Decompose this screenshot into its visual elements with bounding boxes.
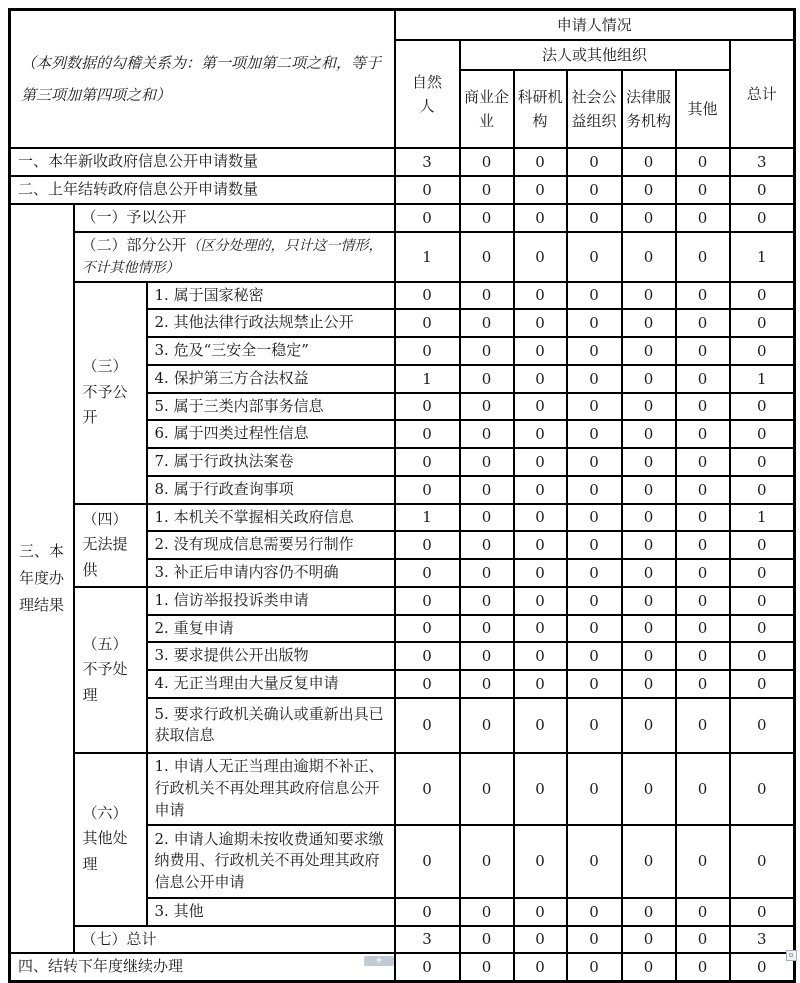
data-cell: 0: [514, 615, 567, 643]
data-cell: 0: [567, 670, 622, 698]
data-cell: 0: [460, 615, 514, 643]
data-cell: 0: [460, 420, 514, 448]
data-cell: 0: [514, 448, 567, 476]
header-legal-org: 法人或其他组织: [460, 40, 730, 70]
row-label: 1. 本机关不掌握相关政府信息: [147, 504, 395, 532]
data-cell: 0: [676, 204, 730, 232]
data-cell: 0: [514, 232, 567, 282]
data-cell: 0: [730, 531, 795, 559]
data-cell: 0: [622, 504, 676, 532]
data-cell: 0: [460, 476, 514, 504]
row-label: 1. 属于国家秘密: [147, 282, 395, 310]
data-cell: 0: [514, 365, 567, 393]
header-social-welfare-org: 社会公益组织: [567, 70, 622, 148]
data-cell: 0: [676, 587, 730, 615]
data-cell: 1: [730, 232, 795, 282]
data-cell: 0: [567, 337, 622, 365]
data-cell: 0: [460, 587, 514, 615]
group-label-other-handling: （六）其他处理: [74, 753, 147, 926]
data-cell: 0: [730, 825, 795, 898]
row-label: 3. 补正后申请内容仍不明确: [147, 559, 395, 587]
data-cell: 0: [676, 448, 730, 476]
data-cell: 0: [730, 448, 795, 476]
data-cell: 0: [567, 898, 622, 926]
data-cell: 0: [730, 476, 795, 504]
data-cell: 0: [622, 476, 676, 504]
data-cell: 0: [622, 232, 676, 282]
data-cell: 0: [514, 476, 567, 504]
paste-options-inner-icon: [789, 953, 793, 957]
data-cell: 0: [676, 615, 730, 643]
data-cell: 0: [514, 898, 567, 926]
section-label-results: 三、本年度办理结果: [10, 204, 74, 953]
data-cell: 0: [730, 698, 795, 753]
data-cell: 0: [514, 926, 567, 954]
data-cell: 0: [567, 148, 622, 176]
data-cell: 0: [730, 953, 795, 981]
row-label-text: （二）部分公开: [81, 236, 187, 254]
data-cell: 0: [395, 953, 460, 981]
data-cell: 0: [567, 926, 622, 954]
data-cell: 0: [676, 337, 730, 365]
data-cell: 1: [395, 232, 460, 282]
reconciliation-note: （本列数据的勾稽关系为：第一项加第二项之和，等于第三项加第四项之和）: [10, 10, 395, 149]
row-label: 6. 属于四类过程性信息: [147, 420, 395, 448]
data-cell: 0: [514, 559, 567, 587]
data-cell: 0: [395, 615, 460, 643]
data-cell: 0: [730, 204, 795, 232]
data-cell: 0: [676, 504, 730, 532]
data-cell: 0: [567, 559, 622, 587]
table-row: [10, 176, 795, 204]
data-cell: 0: [514, 204, 567, 232]
table-row: [10, 10, 795, 41]
data-cell: 0: [676, 309, 730, 337]
data-cell: 0: [514, 309, 567, 337]
data-cell: 0: [395, 204, 460, 232]
data-cell: 0: [730, 309, 795, 337]
data-cell: 0: [622, 309, 676, 337]
row-label: 5. 要求行政机关确认或重新出具已获取信息: [147, 698, 395, 753]
data-cell: 0: [622, 642, 676, 670]
data-cell: 0: [395, 898, 460, 926]
data-cell: 0: [514, 953, 567, 981]
data-cell: 0: [395, 642, 460, 670]
table-row: [10, 282, 795, 310]
data-cell: 0: [460, 393, 514, 421]
data-cell: 0: [567, 615, 622, 643]
header-commercial-enterprise: 商业企业: [460, 70, 514, 148]
data-cell: 0: [395, 282, 460, 310]
row-label: 一、本年新收政府信息公开申请数量: [10, 148, 395, 176]
data-cell: 3: [730, 926, 795, 954]
data-cell: 0: [622, 337, 676, 365]
data-cell: 0: [460, 753, 514, 825]
data-cell: 0: [567, 953, 622, 981]
data-cell: 0: [395, 337, 460, 365]
data-cell: 0: [676, 670, 730, 698]
data-cell: 0: [622, 448, 676, 476]
data-cell: 0: [622, 698, 676, 753]
row-label: 1. 申请人无正当理由逾期不补正、行政机关不再处理其政府信息公开申请: [147, 753, 395, 825]
data-cell: 0: [460, 531, 514, 559]
data-cell: 0: [622, 898, 676, 926]
data-cell: 0: [730, 753, 795, 825]
row-label: 3. 其他: [147, 898, 395, 926]
data-cell: 0: [514, 698, 567, 753]
header-total: 总计: [730, 40, 795, 148]
data-cell: 0: [460, 232, 514, 282]
data-cell: 0: [622, 587, 676, 615]
row-label: 2. 其他法律行政法规禁止公开: [147, 309, 395, 337]
data-cell: 1: [395, 504, 460, 532]
data-cell: 0: [395, 587, 460, 615]
data-cell: 0: [676, 365, 730, 393]
data-cell: 0: [395, 670, 460, 698]
disclosure-requests-table: [8, 8, 796, 983]
row-label: [74, 232, 395, 282]
data-cell: 0: [567, 176, 622, 204]
data-cell: 0: [395, 448, 460, 476]
data-cell: 0: [730, 587, 795, 615]
data-cell: 3: [395, 926, 460, 954]
row-label: 2. 没有现成信息需要另行制作: [147, 531, 395, 559]
data-cell: 0: [514, 393, 567, 421]
data-cell: 0: [460, 698, 514, 753]
row-label-note: （区分处理的，只计这一情形，不计其他情形）: [81, 238, 383, 276]
data-cell: 3: [730, 148, 795, 176]
row-label: （一）予以公开: [74, 204, 395, 232]
data-cell: 0: [514, 670, 567, 698]
data-cell: 0: [567, 476, 622, 504]
data-cell: 0: [460, 898, 514, 926]
data-cell: 0: [730, 337, 795, 365]
data-cell: 0: [622, 148, 676, 176]
data-cell: 0: [622, 282, 676, 310]
row-label: 3. 危及“三安全一稳定”: [147, 337, 395, 365]
data-cell: 0: [676, 642, 730, 670]
data-cell: 0: [395, 531, 460, 559]
data-cell: 1: [730, 365, 795, 393]
data-cell: 0: [514, 531, 567, 559]
data-cell: 0: [395, 698, 460, 753]
row-label: 8. 属于行政查询事项: [147, 476, 395, 504]
data-cell: 0: [514, 148, 567, 176]
data-cell: 0: [730, 670, 795, 698]
group-label-denied: （三）不予公开: [74, 282, 147, 504]
header-legal-service-org: 法律服务机构: [622, 70, 676, 148]
data-cell: 0: [730, 898, 795, 926]
row-label: 2. 重复申请: [147, 615, 395, 643]
row-label: 4. 保护第三方合法权益: [147, 365, 395, 393]
row-label: 4. 无正当理由大量反复申请: [147, 670, 395, 698]
data-cell: 0: [730, 615, 795, 643]
data-cell: 0: [730, 282, 795, 310]
data-cell: 0: [567, 531, 622, 559]
data-cell: 0: [514, 825, 567, 898]
data-cell: 0: [622, 926, 676, 954]
data-cell: 0: [395, 825, 460, 898]
data-cell: 0: [676, 531, 730, 559]
data-cell: 0: [730, 176, 795, 204]
data-cell: 0: [460, 309, 514, 337]
data-cell: 0: [730, 642, 795, 670]
data-cell: 0: [395, 420, 460, 448]
data-cell: 0: [676, 953, 730, 981]
data-cell: 0: [514, 176, 567, 204]
data-cell: 0: [730, 559, 795, 587]
row-label: 二、上年结转政府信息公开申请数量: [10, 176, 395, 204]
table-row: [10, 204, 795, 232]
table-row: [10, 148, 795, 176]
data-cell: 0: [567, 448, 622, 476]
data-cell: 0: [567, 204, 622, 232]
data-cell: 0: [676, 176, 730, 204]
data-cell: 0: [395, 393, 460, 421]
add-row-button[interactable]: +: [364, 956, 394, 966]
data-cell: 0: [730, 393, 795, 421]
data-cell: 0: [395, 753, 460, 825]
data-cell: 0: [460, 559, 514, 587]
table-row: [10, 953, 795, 981]
data-cell: 0: [567, 698, 622, 753]
row-label: 3. 要求提供公开出版物: [147, 642, 395, 670]
row-label: 5. 属于三类内部事务信息: [147, 393, 395, 421]
data-cell: 0: [395, 476, 460, 504]
data-cell: 0: [567, 825, 622, 898]
data-cell: 0: [460, 670, 514, 698]
data-cell: 1: [730, 504, 795, 532]
data-cell: 0: [395, 176, 460, 204]
row-label: 2. 申请人逾期未按收费通知要求缴纳费用、行政机关不再处理其政府信息公开申请: [147, 825, 395, 898]
data-cell: 0: [622, 420, 676, 448]
data-cell: 0: [622, 559, 676, 587]
data-cell: 0: [460, 282, 514, 310]
data-cell: 0: [460, 825, 514, 898]
data-cell: 0: [460, 448, 514, 476]
data-cell: 0: [567, 587, 622, 615]
data-cell: 0: [567, 309, 622, 337]
data-cell: 1: [395, 365, 460, 393]
data-cell: 0: [460, 926, 514, 954]
table-row: [10, 504, 795, 532]
data-cell: 0: [676, 753, 730, 825]
data-cell: 0: [460, 642, 514, 670]
data-cell: 3: [395, 148, 460, 176]
data-cell: 0: [676, 420, 730, 448]
data-cell: 0: [460, 204, 514, 232]
data-cell: 0: [622, 204, 676, 232]
data-cell: 0: [514, 420, 567, 448]
data-cell: 0: [676, 393, 730, 421]
data-cell: 0: [676, 898, 730, 926]
row-label: 1. 信访举报投诉类申请: [147, 587, 395, 615]
table-row: [10, 753, 795, 825]
header-research-institution: 科研机构: [514, 70, 567, 148]
header-natural-person: 自然人: [395, 40, 460, 148]
data-cell: 0: [622, 176, 676, 204]
data-cell: 0: [514, 587, 567, 615]
data-cell: 0: [622, 825, 676, 898]
data-cell: 0: [460, 337, 514, 365]
data-cell: 0: [676, 926, 730, 954]
data-cell: 0: [567, 365, 622, 393]
row-label: 四、结转下年度继续办理: [10, 953, 395, 981]
table-row: [10, 232, 795, 282]
data-cell: 0: [514, 282, 567, 310]
data-cell: 0: [622, 670, 676, 698]
data-cell: 0: [567, 753, 622, 825]
data-cell: 0: [622, 753, 676, 825]
data-cell: 0: [514, 753, 567, 825]
paste-options-icon[interactable]: [786, 950, 797, 961]
data-cell: 0: [514, 504, 567, 532]
data-cell: 0: [567, 232, 622, 282]
data-cell: 0: [676, 476, 730, 504]
data-cell: 0: [395, 559, 460, 587]
data-cell: 0: [395, 309, 460, 337]
data-cell: 0: [567, 420, 622, 448]
group-label-not-processed: （五）不予处理: [74, 587, 147, 753]
table-row: [10, 587, 795, 615]
data-cell: 0: [460, 953, 514, 981]
data-cell: 0: [676, 282, 730, 310]
data-cell: 0: [676, 825, 730, 898]
table-row: [10, 926, 795, 954]
data-cell: 0: [460, 365, 514, 393]
row-label: 7. 属于行政执法案卷: [147, 448, 395, 476]
data-cell: 0: [622, 365, 676, 393]
data-cell: 0: [567, 504, 622, 532]
data-cell: 0: [514, 337, 567, 365]
header-applicant-situation: 申请人情况: [395, 10, 795, 41]
data-cell: 0: [622, 615, 676, 643]
data-cell: 0: [514, 642, 567, 670]
data-cell: 0: [622, 531, 676, 559]
data-cell: 0: [622, 393, 676, 421]
header-other-org: 其他: [676, 70, 730, 148]
row-label: （七）总计: [74, 926, 395, 954]
data-cell: 0: [676, 698, 730, 753]
data-cell: 0: [730, 420, 795, 448]
data-cell: 0: [676, 232, 730, 282]
data-cell: 0: [567, 642, 622, 670]
group-label-unable: （四）无法提供: [74, 504, 147, 587]
data-cell: 0: [676, 148, 730, 176]
data-cell: 0: [567, 393, 622, 421]
data-cell: 0: [676, 559, 730, 587]
data-cell: 0: [460, 148, 514, 176]
data-cell: 0: [460, 504, 514, 532]
data-cell: 0: [460, 176, 514, 204]
data-cell: 0: [622, 953, 676, 981]
data-cell: 0: [567, 282, 622, 310]
